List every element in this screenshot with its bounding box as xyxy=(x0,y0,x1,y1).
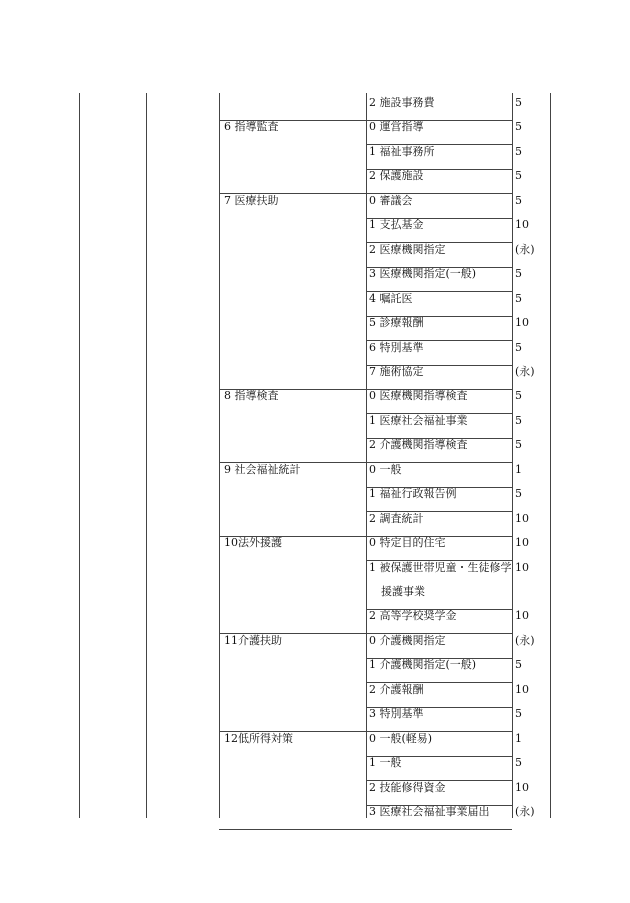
sub-item-cell: 1 支払基金 xyxy=(369,218,424,232)
group-divider xyxy=(219,120,366,121)
retention-period-cell: (永) xyxy=(515,364,535,378)
table-border-left xyxy=(79,93,80,818)
row-divider xyxy=(366,389,512,390)
row-divider xyxy=(366,756,512,757)
row-divider xyxy=(366,805,512,806)
group-divider xyxy=(219,389,366,390)
item-cell: 11介護扶助 xyxy=(224,633,282,647)
row-divider xyxy=(366,316,512,317)
table-border-right xyxy=(550,93,551,818)
row-divider xyxy=(366,413,512,414)
retention-period-cell: 5 xyxy=(515,96,522,109)
group-divider xyxy=(219,829,366,830)
row-divider xyxy=(366,731,512,732)
row-divider xyxy=(366,438,512,439)
row-divider xyxy=(366,560,512,561)
row-divider xyxy=(366,120,512,121)
row-divider xyxy=(366,707,512,708)
table-border-col2 xyxy=(219,93,220,818)
group-divider xyxy=(219,536,366,537)
row-divider xyxy=(366,267,512,268)
retention-period-cell: 5 xyxy=(515,413,522,427)
retention-period-cell: 5 xyxy=(515,438,522,452)
sub-item-cell: 0 介護機関指定 xyxy=(369,633,446,647)
row-divider xyxy=(366,633,512,634)
sub-item-cell: 1 福祉行政報告例 xyxy=(369,487,457,501)
retention-period-cell: 1 xyxy=(515,731,522,745)
retention-period-cell: 5 xyxy=(515,291,522,305)
sub-item-cell: 0 医療機関指導検査 xyxy=(369,389,468,403)
sub-item-cell: 2 高等学校奨学金 xyxy=(369,609,457,623)
sub-item-cell: 0 審議会 xyxy=(369,193,413,207)
sub-item-cell: 0 運営指導 xyxy=(369,120,424,134)
retention-period-cell: 5 xyxy=(515,169,522,183)
row-divider xyxy=(366,658,512,659)
table-border-col4 xyxy=(512,93,513,818)
retention-period-cell: 10 xyxy=(515,511,529,525)
sub-item-cell: 2 保護施設 xyxy=(369,169,424,183)
row-divider xyxy=(366,193,512,194)
retention-period-cell: (永) xyxy=(515,805,535,819)
group-divider xyxy=(219,731,366,732)
row-divider xyxy=(366,291,512,292)
sub-item-cell: 2 医療機関指定 xyxy=(369,242,446,256)
sub-item-cell: 1 福祉事務所 xyxy=(369,144,435,158)
row-divider xyxy=(366,682,512,683)
row-divider xyxy=(366,609,512,610)
sub-item-cell: 0 一般(軽易) xyxy=(369,731,433,745)
item-cell: 9 社会福祉統計 xyxy=(224,462,301,476)
row-divider xyxy=(366,365,512,366)
group-divider xyxy=(219,633,366,634)
retention-period-cell: 10 xyxy=(515,316,529,330)
row-divider xyxy=(366,144,512,145)
retention-period-cell: 5 xyxy=(515,707,522,721)
retention-period-cell: 10 xyxy=(515,609,529,623)
retention-period-cell: 10 xyxy=(515,536,529,550)
retention-period-cell: 5 xyxy=(515,340,522,354)
sub-item-cell: 1 介護機関指定(一般) xyxy=(369,658,477,672)
row-divider xyxy=(366,462,512,463)
sub-item-cell: 1 被保護世帯児童・生徒修学 xyxy=(369,560,512,574)
retention-period-cell: 10 xyxy=(515,218,529,232)
sub-item-cell: 3 医療機関指定(一般) xyxy=(369,267,477,281)
item-cell: 12低所得対策 xyxy=(224,731,293,745)
retention-period-cell: 5 xyxy=(515,756,522,770)
retention-period-cell: 10 xyxy=(515,560,529,574)
row-divider xyxy=(366,536,512,537)
sub-item-cell: 2 技能修得資金 xyxy=(369,780,446,794)
retention-period-cell: 1 xyxy=(515,462,522,476)
row-divider xyxy=(366,829,512,830)
sub-item-cell: 2 調査統計 xyxy=(369,511,424,525)
retention-period-cell: 5 xyxy=(515,144,522,158)
item-cell: 6 指導監査 xyxy=(224,120,279,134)
item-cell: 8 指導検査 xyxy=(224,389,279,403)
retention-period-cell: 5 xyxy=(515,193,522,207)
retention-period-cell: 5 xyxy=(515,658,522,672)
sub-item-cell: 4 嘱託医 xyxy=(369,291,413,305)
row-divider xyxy=(366,242,512,243)
retention-period-cell: 10 xyxy=(515,682,529,696)
table-border-col1 xyxy=(146,93,147,818)
row-divider xyxy=(366,511,512,512)
item-cell: 10法外援護 xyxy=(224,536,282,550)
retention-period-cell: (永) xyxy=(515,633,535,647)
sub-item-cell: 2 介護機関指導検査 xyxy=(369,438,468,452)
retention-period-cell: 5 xyxy=(515,120,522,134)
sub-item-cell: 7 施術協定 xyxy=(369,364,424,378)
sub-item-cell: 1 一般 xyxy=(369,756,402,770)
sub-item-cell: 1 医療社会福祉事業 xyxy=(369,413,468,427)
sub-item-cell: 0 特定目的住宅 xyxy=(369,536,446,550)
sub-item-cell: 5 診療報酬 xyxy=(369,316,424,330)
retention-period-cell: 5 xyxy=(515,267,522,281)
table-border-col3 xyxy=(366,93,367,818)
sub-item-cell: 援護事業 xyxy=(381,585,425,598)
group-divider xyxy=(219,462,366,463)
row-divider xyxy=(366,169,512,170)
sub-item-cell: 0 一般 xyxy=(369,462,402,476)
sub-item-cell: 3 医療社会福祉事業届出 xyxy=(369,805,490,819)
group-divider xyxy=(219,193,366,194)
sub-item-cell: 3 特別基準 xyxy=(369,707,424,721)
row-divider xyxy=(366,340,512,341)
item-cell: 7 医療扶助 xyxy=(224,193,279,207)
sub-item-cell: 2 施設事務費 xyxy=(369,96,435,109)
retention-period-cell: 5 xyxy=(515,389,522,403)
sub-item-cell: 6 特別基準 xyxy=(369,340,424,354)
row-divider xyxy=(366,780,512,781)
retention-period-cell: 10 xyxy=(515,780,529,794)
row-divider xyxy=(366,487,512,488)
retention-period-cell: (永) xyxy=(515,242,535,256)
sub-item-cell: 2 介護報酬 xyxy=(369,682,424,696)
retention-period-cell: 5 xyxy=(515,487,522,501)
row-divider xyxy=(366,218,512,219)
